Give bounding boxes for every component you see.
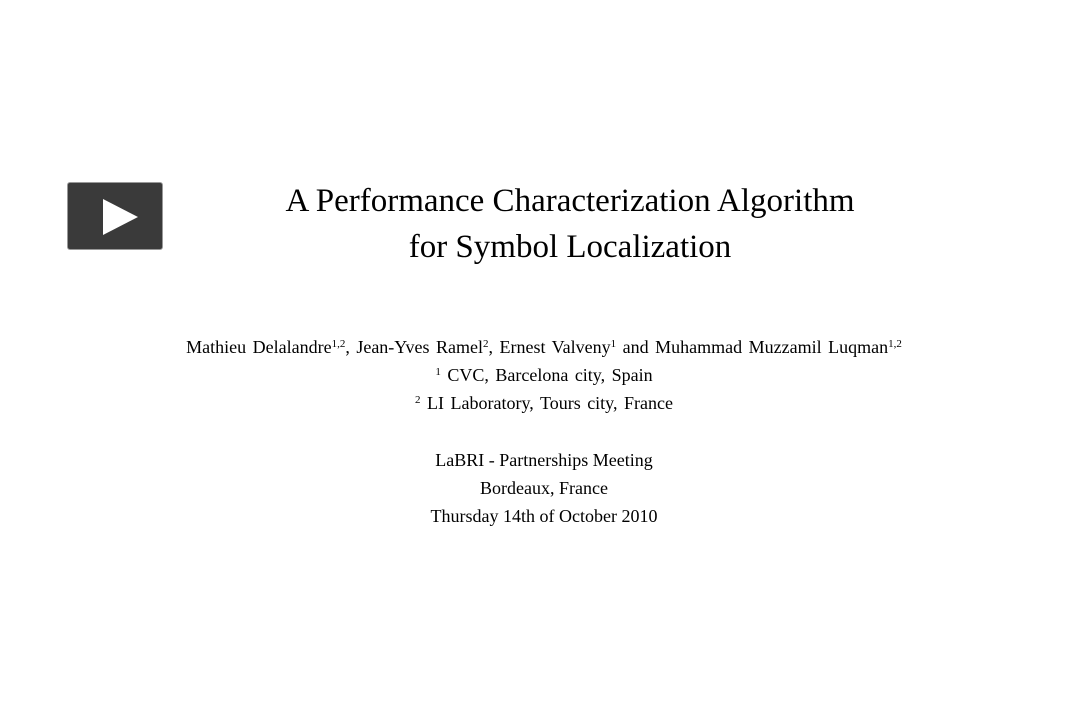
author-affiliation-sup: 2 <box>482 338 489 350</box>
separator: and <box>616 337 656 357</box>
author: Mathieu Delalandre <box>186 337 332 357</box>
author-affiliation-sup: 1 <box>610 338 617 350</box>
event-name: LaBRI - Partnerships Meeting <box>435 450 653 470</box>
separator: , <box>345 337 357 357</box>
affiliation-text: CVC, Barcelona city, Spain <box>447 365 653 385</box>
event-place: Bordeaux, France <box>480 478 608 498</box>
affiliation-sup: 2 <box>415 394 421 406</box>
event-date: Thursday 14th of October 2010 <box>430 506 658 526</box>
title-line-1: A Performance Characterization Algorithm <box>285 183 855 219</box>
author: Muhammad Muzzamil Luqman <box>655 337 889 357</box>
slide-title <box>200 178 940 270</box>
event-block <box>100 446 988 530</box>
authors-block <box>100 333 988 417</box>
author-affiliation-sup: 1,2 <box>331 338 346 350</box>
author-affiliation-sup: 1,2 <box>888 338 902 350</box>
affiliation-text: LI Laboratory, Tours city, France <box>427 393 673 413</box>
play-icon <box>68 183 164 251</box>
author: Ernest Valveny <box>499 337 611 357</box>
play-button[interactable] <box>67 182 163 250</box>
title-line-2: for Symbol Localization <box>408 229 732 265</box>
affiliation <box>100 361 988 389</box>
separator: , <box>488 337 500 357</box>
affiliation <box>100 389 988 417</box>
author: Jean-Yves Ramel <box>356 337 483 357</box>
author-list <box>100 333 988 361</box>
affiliation-sup: 1 <box>435 366 441 378</box>
